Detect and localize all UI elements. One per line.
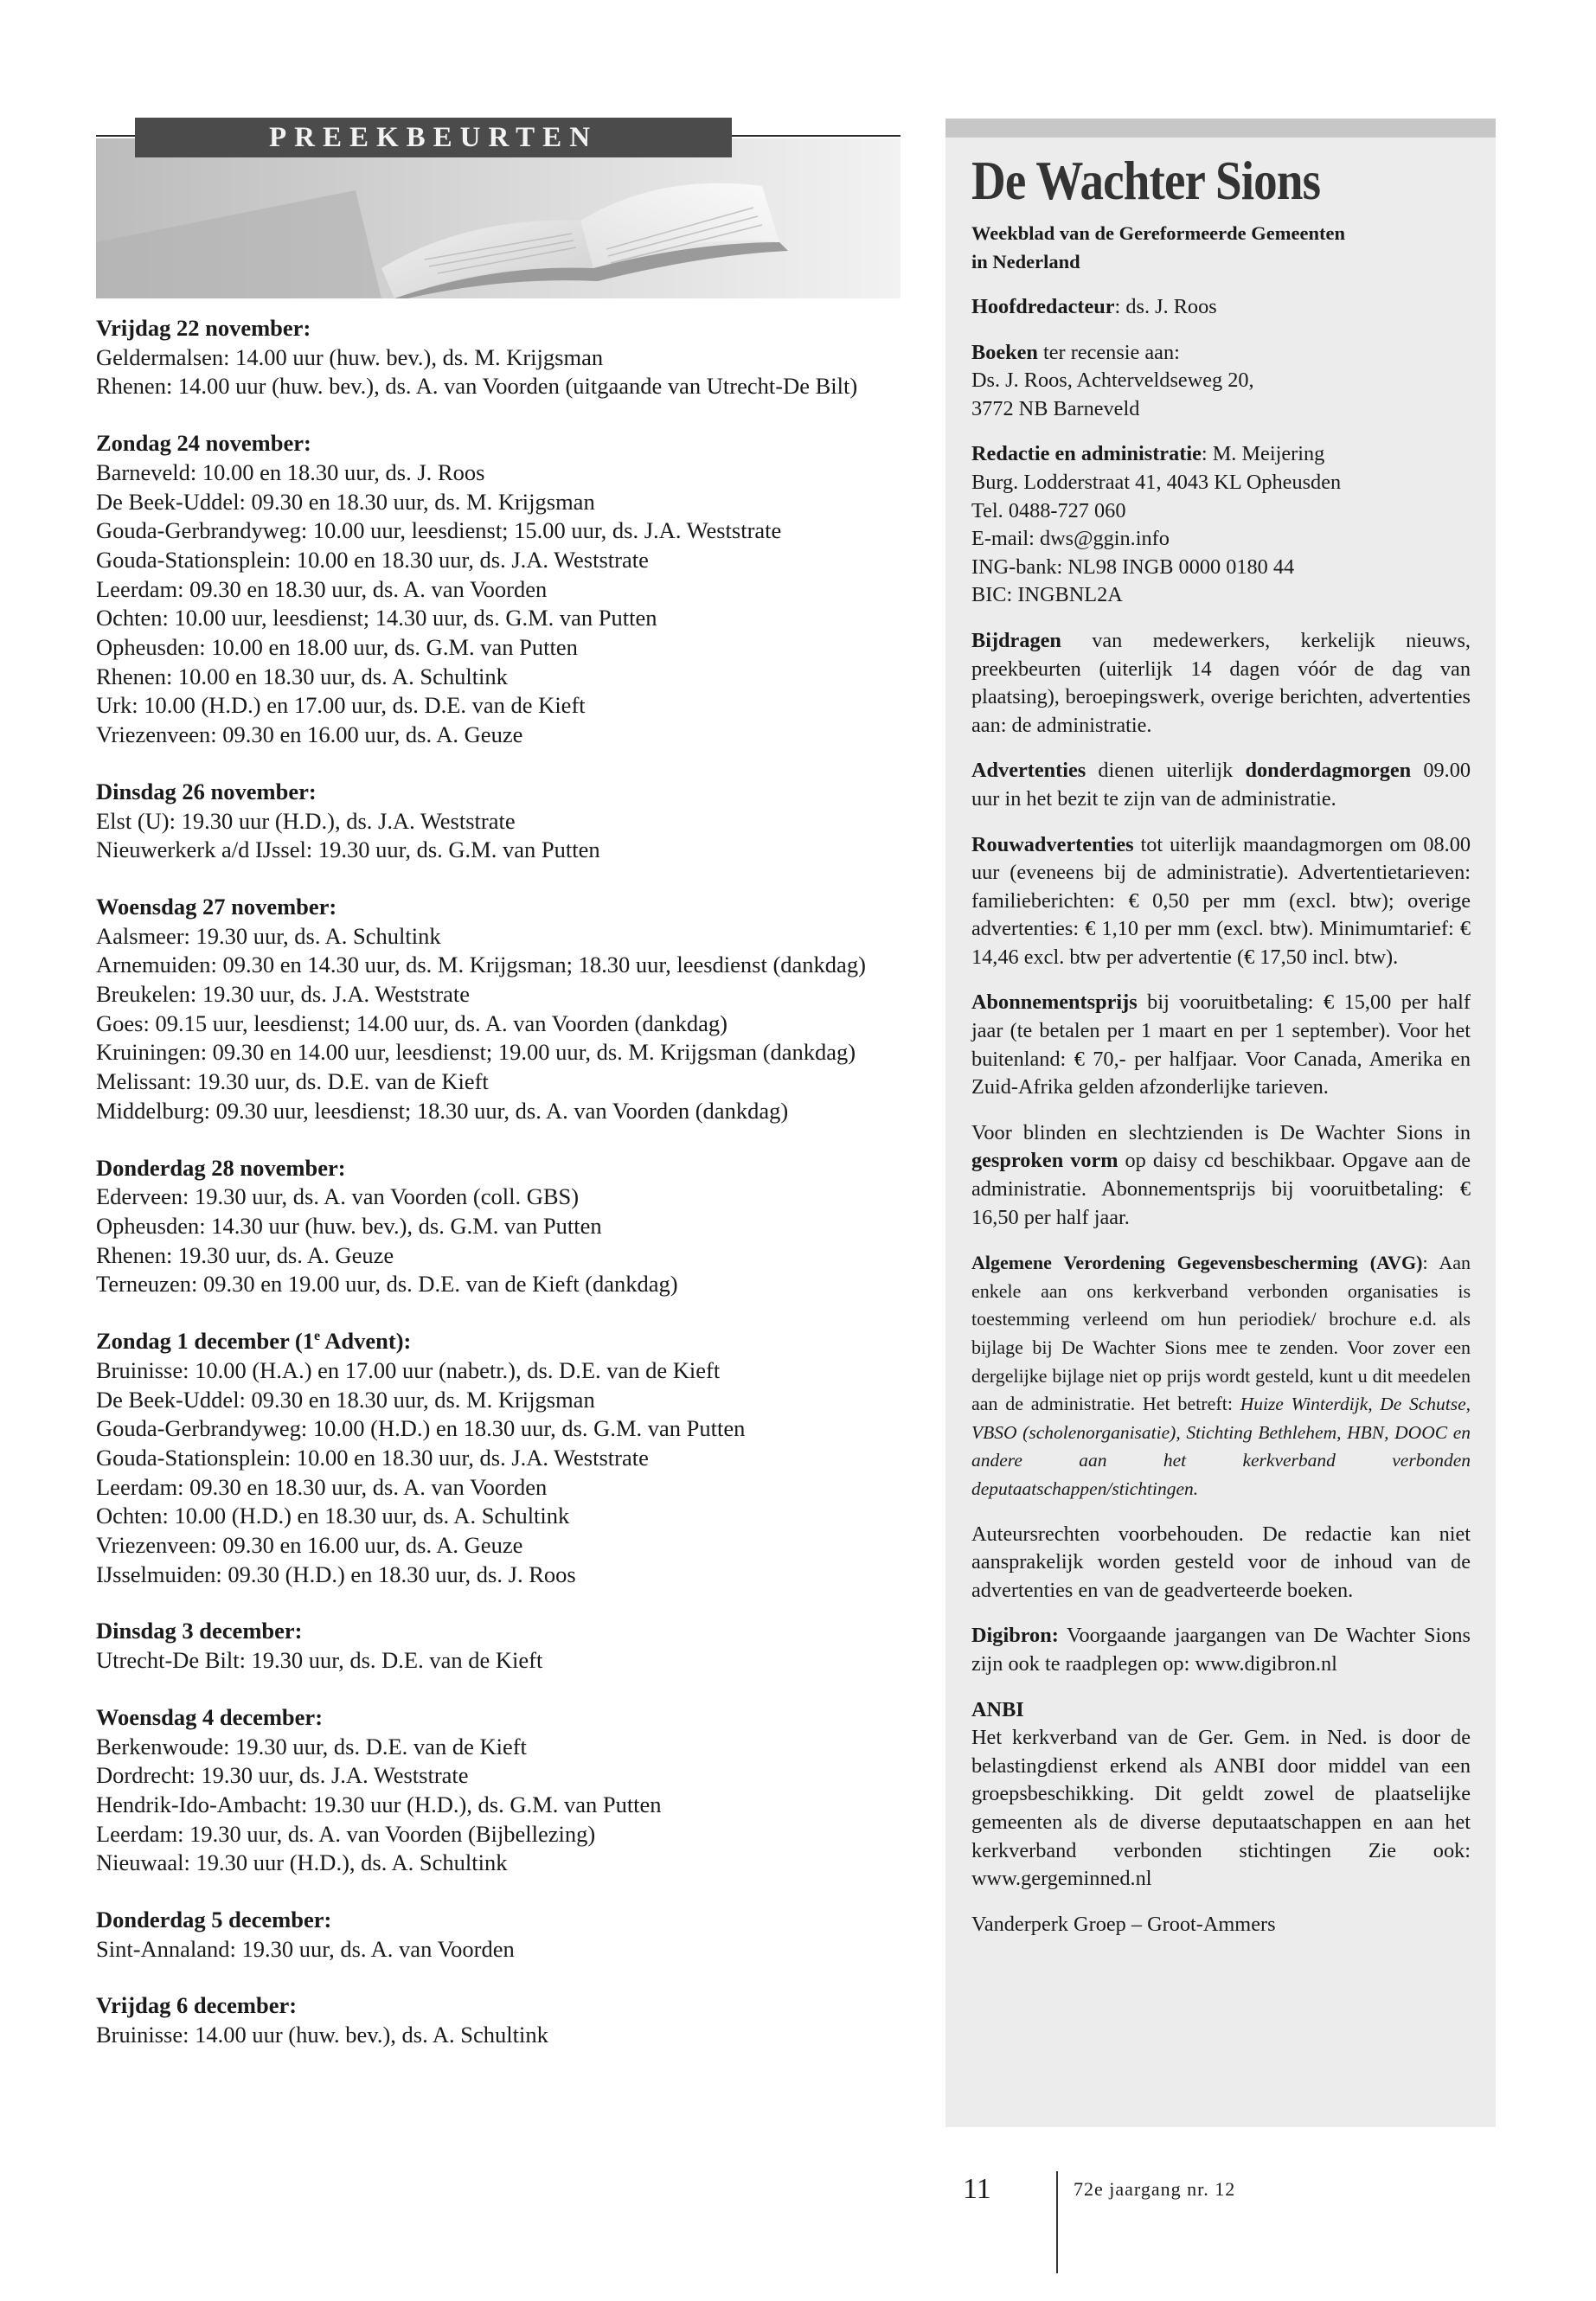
bijdragen-label: Bijdragen <box>971 628 1061 652</box>
service-entry: Berkenwoude: 19.30 uur, ds. D.E. van de Kieft <box>96 1733 527 1759</box>
service-entry: Melissant: 19.30 uur, ds. D.E. van de Kieft <box>96 1068 489 1095</box>
service-entry: Middelburg: 09.30 uur, leesdienst; 18.30 uur, ds. A. van Voorden (dankdag) <box>96 1097 789 1124</box>
abonnement-label: Abonnementsprijs <box>971 990 1138 1015</box>
service-entry: Opheusden: 14.30 uur (huw. bev.), ds. G.M. van Putten <box>96 1212 602 1239</box>
section-banner <box>96 112 901 298</box>
day-block <box>96 1617 901 1675</box>
open-bible-photo <box>96 138 901 298</box>
blind-text: Voor blinden en slechtzienden is De Wachter Sions in <box>971 1120 1471 1144</box>
day-title: Dinsdag 26 november: <box>96 778 317 804</box>
day-title-text-end: Advent): <box>320 1328 412 1355</box>
anbi-text: Het kerkverband van de Ger. Gem. in Ned. is door de belastingdienst erkend als ANBI door middel van een groepsbeschikking. Dit geldt zowel de plaatselijke gemeenten als de diverse deputaatschappen en aan het kerkverband verbonden stichtingen Zie ook: www.gergeminned.nl <box>971 1726 1471 1891</box>
admin-bank: ING-bank: NL98 INGB 0000 0180 44 <box>971 554 1295 579</box>
books-address: Ds. J. Roos, Achterveldseweg 20, <box>971 369 1254 393</box>
day-title-text: Zondag 1 december (1 <box>96 1328 314 1355</box>
service-entry: Dordrecht: 19.30 uur, ds. J.A. Weststrate <box>96 1762 469 1789</box>
editor-label: Hoofdredacteur <box>971 295 1115 318</box>
service-entry: Barneveld: 10.00 en 18.30 uur, ds. J. Roos <box>96 458 485 485</box>
avg-label: Algemene Verordening Gegevensbescherming (AVG) <box>971 1252 1423 1274</box>
day-title: Woensdag 4 december: <box>96 1703 324 1730</box>
ordinal-suffix: e <box>313 1329 321 1344</box>
advertenties-text: dienen uiterlijk <box>1086 759 1246 783</box>
service-entry: Gouda-Gerbrandyweg: 10.00 uur, leesdienst; 15.00 uur, ds. J.A. Weststrate <box>96 517 782 544</box>
printer-info: Vanderperk Groep – Groot-Ammers <box>971 1912 1276 1936</box>
advertenties-text-end: 09.00 uur in het bezit te zijn van de administratie. <box>971 759 1471 811</box>
service-entry: Ochten: 10.00 uur, leesdienst; 14.30 uur, ds. G.M. van Putten <box>96 605 657 631</box>
admin-phone: Tel. 0488-727 060 <box>971 498 1126 522</box>
subtitle-line: Weekblad van de Gereformeerde Gemeenten <box>971 222 1345 244</box>
footer-divider <box>1056 2171 1058 2273</box>
service-entry: Rhenen: 10.00 en 18.30 uur, ds. A. Schultink <box>96 663 508 689</box>
admin-email: E-mail: dws@ggin.info <box>971 527 1170 551</box>
schedule-list <box>96 314 901 2050</box>
service-entry: Kruiningen: 09.30 en 14.00 uur, leesdienst; 19.00 uur, ds. M. Krijgsman (dankdag) <box>96 1039 856 1066</box>
magazine-subtitle <box>971 219 1471 276</box>
masthead-column <box>945 119 1496 2127</box>
advertenties-label: Advertenties <box>971 759 1086 783</box>
blind-text-end: op daisy cd beschikbaar. Opgave aan de administratie. Abonnementsprijs bij vooruitbetaling: € 16,50 per half jaar. <box>971 1149 1471 1229</box>
service-entry: Leerdam: 09.30 en 18.30 uur, ds. A. van Voorden <box>96 1473 548 1500</box>
service-entry: Breukelen: 19.30 uur, ds. J.A. Weststrate <box>96 981 471 1008</box>
masthead-top-band <box>945 119 1496 138</box>
avg-organisations: Huize Winterdijk, De Schutse, VBSO (scholenorganisatie), Stichting Bethlehem, HBN, DOOC en andere aan het kerkverband verbonden deputaatschappen/stichtingen. <box>971 1394 1471 1499</box>
day-title <box>96 1327 901 1356</box>
page-number: 11 <box>963 2173 991 2205</box>
service-entry: Nieuwaal: 19.30 uur (H.D.), ds. A. Schultink <box>96 1849 508 1876</box>
deadline-day: donderdagmorgen <box>1245 759 1412 783</box>
bible-illustration <box>96 138 901 298</box>
preekbeurten-column <box>96 112 901 2078</box>
admin-value: : M. Meijering <box>1201 442 1325 466</box>
service-entry: Sint-Annaland: 19.30 uur, ds. A. van Voorden <box>96 1935 515 1962</box>
day-block <box>96 1327 901 1589</box>
bijdragen-info <box>971 627 1471 740</box>
day-block <box>96 893 901 1126</box>
day-title: Woensdag 27 november: <box>96 893 337 920</box>
service-entry: Terneuzen: 09.30 en 19.00 uur, ds. D.E. van de Kieft (dankdag) <box>96 1271 678 1298</box>
service-entry: De Beek-Uddel: 09.30 en 18.30 uur, ds. M. Krijgsman <box>96 1386 595 1413</box>
abonnement-info <box>971 989 1471 1101</box>
section-title: PREEKBEURTEN <box>135 118 732 157</box>
admin-bic: BIC: INGBNL2A <box>971 583 1123 607</box>
service-entry: Vriezenveen: 09.30 en 16.00 uur, ds. A. Geuze <box>96 721 523 748</box>
day-title: Vrijdag 22 november: <box>96 315 311 341</box>
service-entry: Gouda-Gerbrandyweg: 10.00 (H.D.) en 18.30 uur, ds. G.M. van Putten <box>96 1415 746 1442</box>
service-entry: De Beek-Uddel: 09.30 en 18.30 uur, ds. M. Krijgsman <box>96 488 595 515</box>
anbi-label: ANBI <box>971 1697 1024 1721</box>
bijdragen-text: van medewerkers, kerkelijk nieuws, preekbeurten (uiterlijk 14 dagen vóór de dag van plaatsing), beroepingswerk, overige berichten, advertenties aan: de administratie. <box>971 628 1471 737</box>
rouwadvertenties-label: Rouwadvertenties <box>971 832 1134 856</box>
service-entry: Hendrik-Ido-Ambacht: 19.30 uur (H.D.), ds. G.M. van Putten <box>96 1791 662 1817</box>
service-entry: Ederveen: 19.30 uur, ds. A. van Voorden (coll. GBS) <box>96 1183 580 1210</box>
digibron-label: Digibron: <box>971 1624 1059 1648</box>
day-block <box>96 1906 901 1964</box>
day-block <box>96 1991 901 2049</box>
subtitle-line: in Nederland <box>971 251 1080 272</box>
blind-info <box>971 1119 1471 1232</box>
admin-label: Redactie en administratie <box>971 442 1202 466</box>
admin-address: Burg. Lodderstraat 41, 4043 KL Opheusden <box>971 470 1342 494</box>
books-text: ter recensie aan: <box>1037 340 1180 364</box>
avg-info <box>971 1249 1471 1503</box>
service-entry: Leerdam: 19.30 uur, ds. A. van Voorden (Bijbellezing) <box>96 1820 596 1847</box>
day-block <box>96 778 901 865</box>
service-entry: Opheusden: 10.00 en 18.00 uur, ds. G.M. van Putten <box>96 634 578 661</box>
day-title: Dinsdag 3 december: <box>96 1618 303 1644</box>
service-entry: Gouda-Stationsplein: 10.00 en 18.30 uur, ds. J.A. Weststrate <box>96 546 649 573</box>
admin-info <box>971 440 1471 610</box>
day-title: Donderdag 5 december: <box>96 1907 332 1933</box>
digibron-text: Voorgaande jaargangen van De Wachter Sions zijn ook te raadplegen op: www.digibron.nl <box>971 1624 1471 1676</box>
avg-text: : Aan enkele aan ons kerkverband verbonden organisaties is toestemming verleend om hun periodiek/ brochure e.d. als bijlage bij De Wachter Sions mee te zenden. Voor zover een dergelijke bijlage niet op prijs wordt gesteld, kunt u dit meedelen aan de administratie. Het betreft: <box>971 1252 1471 1415</box>
service-entry: Vriezenveen: 09.30 en 16.00 uur, ds. A. Geuze <box>96 1532 523 1559</box>
abonnement-text: bij vooruitbetaling: € 15,00 per half jaar (te betalen per 1 maart en per 1 september). Voor het buitenland: € 70,- per halfjaar. Voor Canada, Amerika en Zuid-Afrika gelden afzonderlijke tarieven. <box>971 990 1471 1099</box>
rouwadvertenties-info <box>971 831 1471 972</box>
service-entry: Urk: 10.00 (H.D.) en 17.00 uur, ds. D.E. van de Kieft <box>96 692 586 719</box>
books-label: Boeken <box>971 340 1038 364</box>
day-block <box>96 429 901 750</box>
editor-value: : ds. J. Roos <box>1114 295 1217 318</box>
service-entry: Leerdam: 09.30 en 18.30 uur, ds. A. van Voorden <box>96 575 548 602</box>
service-entry: Bruinisse: 10.00 (H.A.) en 17.00 uur (nabetr.), ds. D.E. van de Kieft <box>96 1356 721 1383</box>
service-entry: Goes: 09.15 uur, leesdienst; 14.00 uur, ds. A. van Voorden (dankdag) <box>96 1009 727 1036</box>
day-title: Donderdag 28 november: <box>96 1154 346 1181</box>
service-entry: Bruinisse: 14.00 uur (huw. bev.), ds. A. Schultink <box>96 2022 548 2048</box>
service-entry: Aalsmeer: 19.30 uur, ds. A. Schultink <box>96 922 441 949</box>
anbi-info <box>971 1696 1471 1894</box>
books-info <box>971 339 1471 424</box>
copyright-info: Auteursrechten voorbehouden. De redactie kan niet aansprakelijk worden gesteld voor de inhoud van de advertenties en van de geadverteerde boeken. <box>971 1522 1471 1602</box>
advertenties-info <box>971 757 1471 813</box>
day-block <box>96 314 901 401</box>
service-entry: Utrecht-De Bilt: 19.30 uur, ds. D.E. van de Kieft <box>96 1647 543 1674</box>
day-block <box>96 1703 901 1878</box>
service-entry: Rhenen: 19.30 uur, ds. A. Geuze <box>96 1241 394 1268</box>
books-postcode: 3772 NB Barneveld <box>971 396 1140 420</box>
day-title: Vrijdag 6 december: <box>96 1992 298 2019</box>
blind-bold: gesproken vorm <box>971 1149 1118 1173</box>
magazine-title: De Wachter Sions <box>971 150 1321 211</box>
issue-info: 72e jaargang nr. 12 <box>1074 2178 1236 2200</box>
service-entry: Arnemuiden: 09.30 en 14.30 uur, ds. M. Krijgsman; 18.30 uur, leesdienst (dankdag) <box>96 952 866 978</box>
service-entry: Gouda-Stationsplein: 10.00 en 18.30 uur, ds. J.A. Weststrate <box>96 1444 649 1471</box>
service-entry: IJsselmuiden: 09.30 (H.D.) en 18.30 uur, ds. J. Roos <box>96 1561 576 1587</box>
page-footer <box>945 2171 1378 2275</box>
service-entry: Nieuwerkerk a/d IJssel: 19.30 uur, ds. G.M. van Putten <box>96 836 600 863</box>
service-entry: Ochten: 10.00 (H.D.) en 18.30 uur, ds. A. Schultink <box>96 1503 570 1529</box>
service-entry: Geldermalsen: 14.00 uur (huw. bev.), ds. M. Krijgsman <box>96 343 604 370</box>
digibron-info <box>971 1622 1471 1678</box>
day-block <box>96 1154 901 1300</box>
service-entry: Elst (U): 19.30 uur (H.D.), ds. J.A. Weststrate <box>96 807 516 834</box>
rouwadvertenties-text: tot uiterlijk maandagmorgen om 08.00 uur (eveneens bij de administratie). Advertentietarieven: familieberichten: € 0,50 per mm (excl. btw); overige advertenties: € 1,10 per mm (excl. btw). Minimumtarief: € 14,46 excl. btw per advertentie (€ 17,50 incl. btw). <box>971 832 1471 969</box>
editor-info <box>971 293 1471 322</box>
service-entry: Rhenen: 14.00 uur (huw. bev.), ds. A. van Voorden (uitgaande van Utrecht-De Bilt) <box>96 373 858 400</box>
day-title: Zondag 24 november: <box>96 430 311 457</box>
